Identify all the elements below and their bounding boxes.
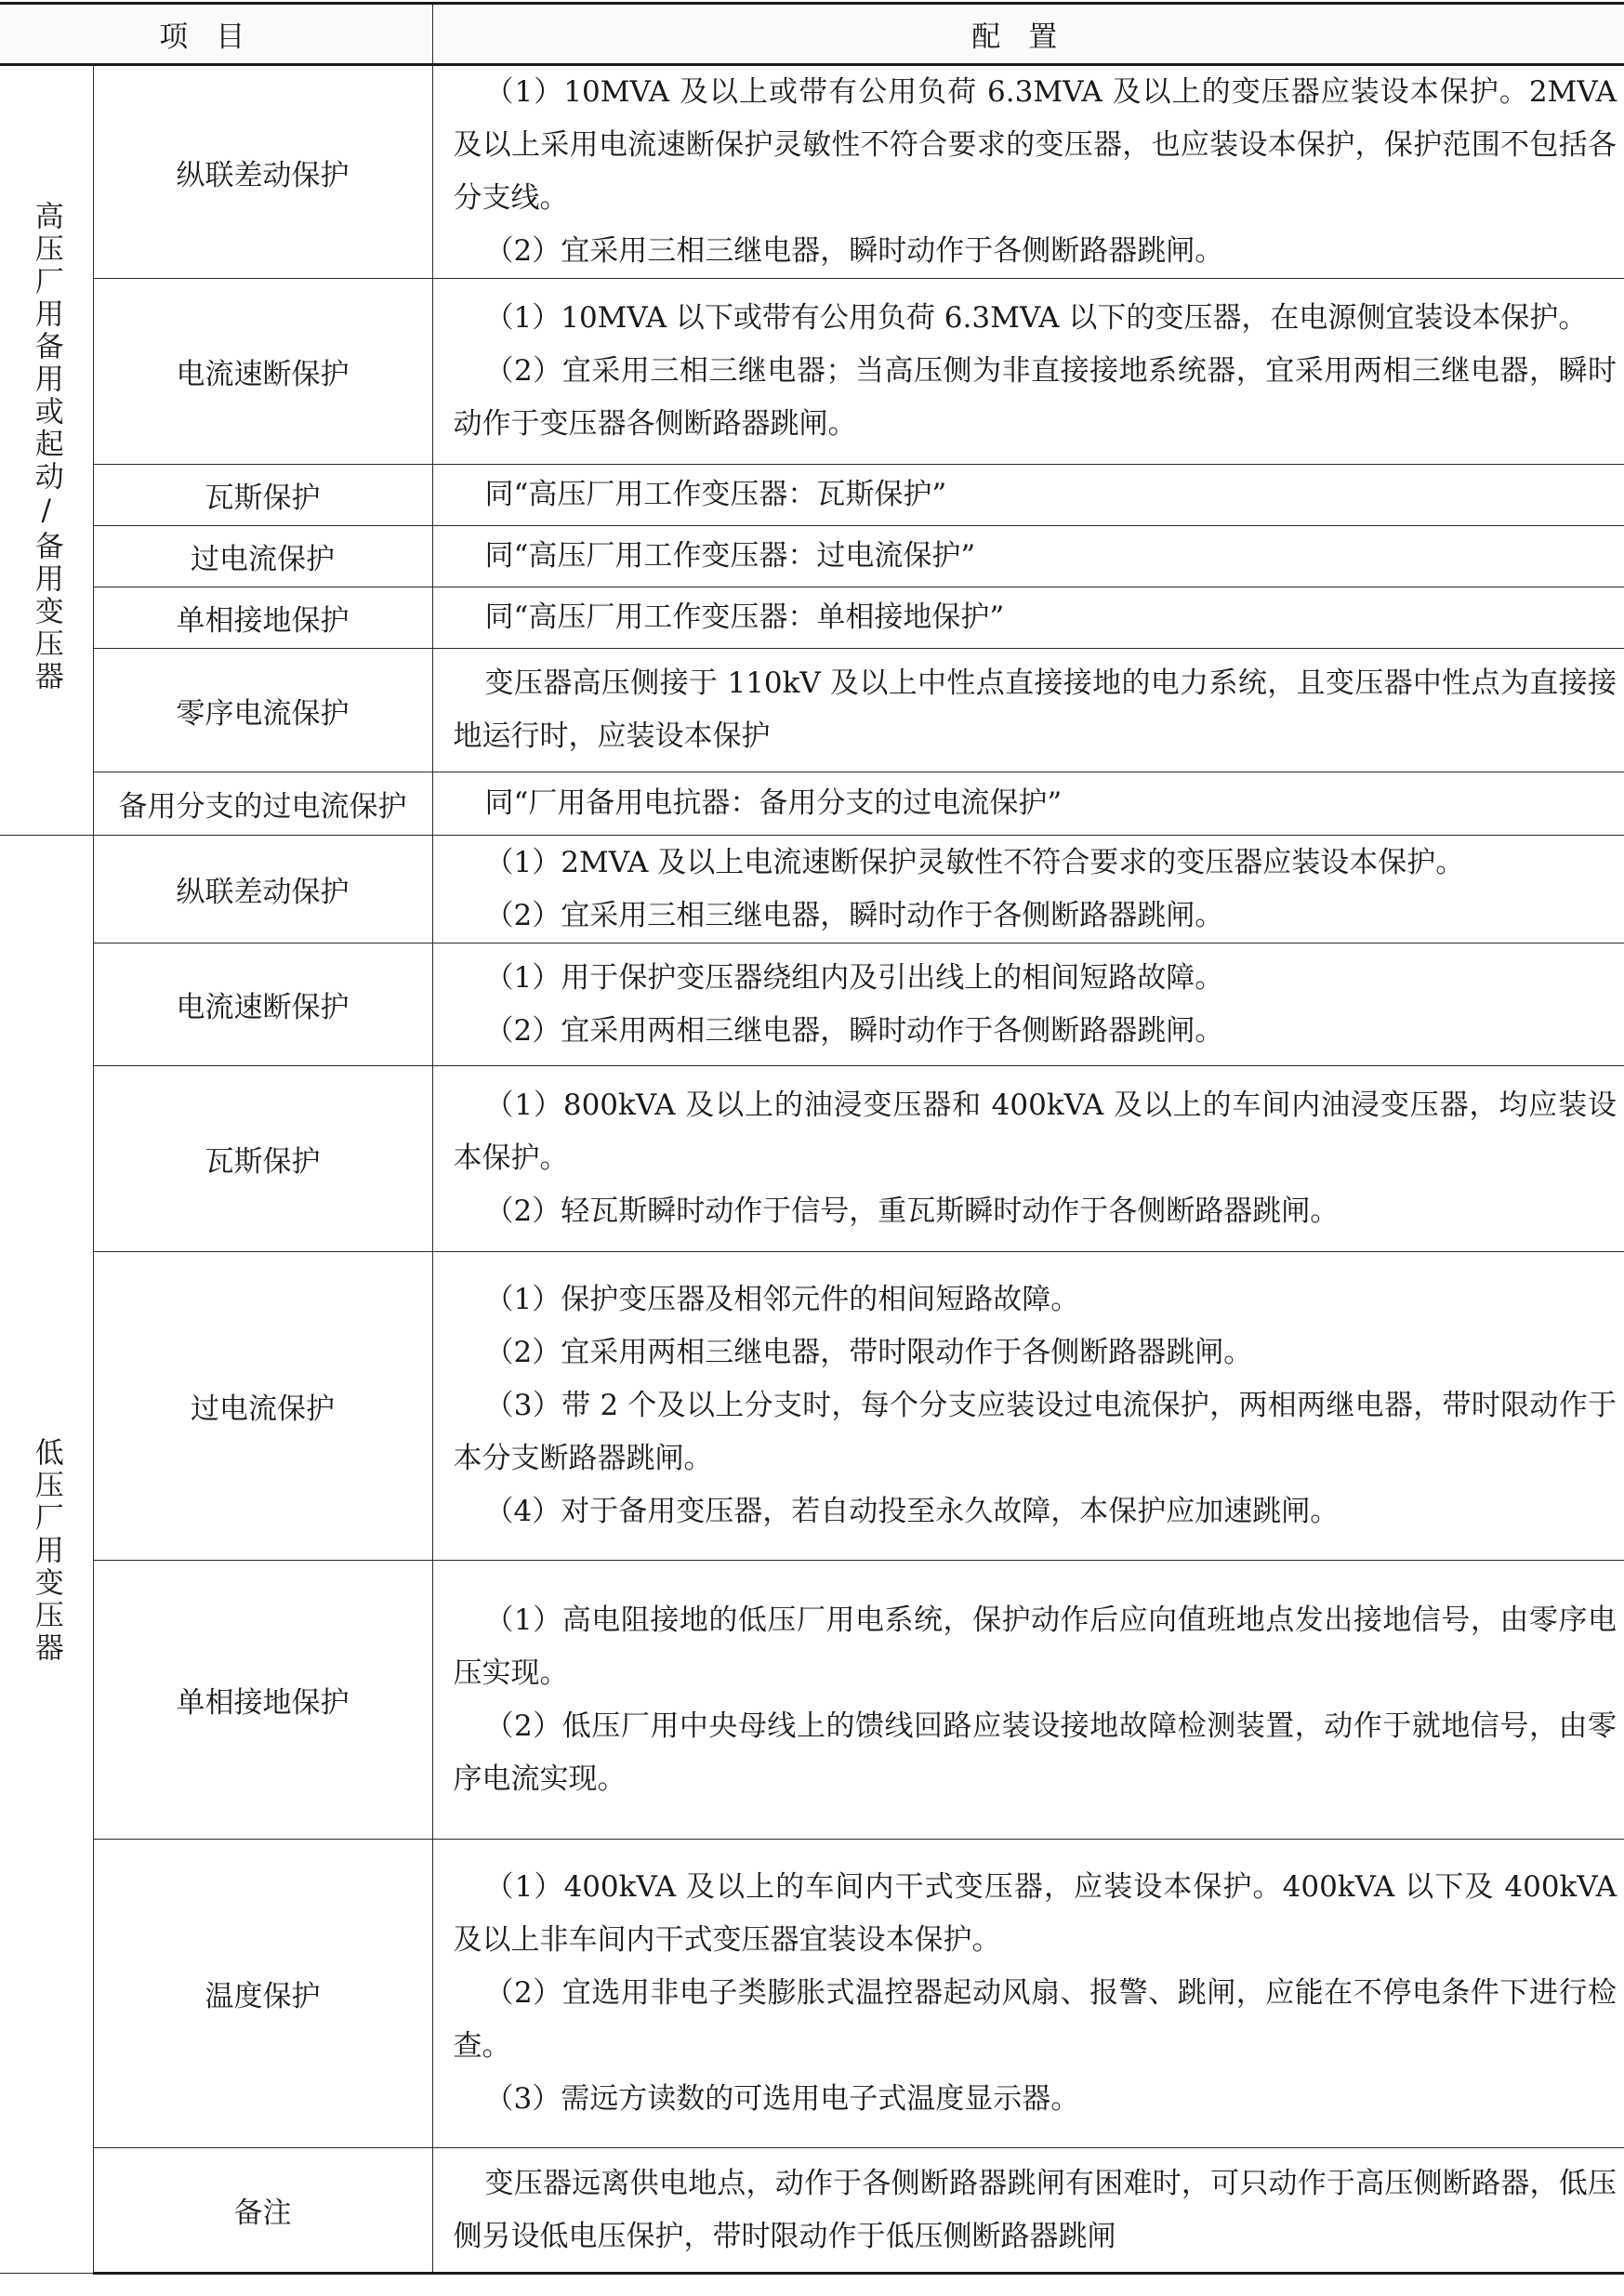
protection-name: 零序电流保护 — [93, 649, 432, 772]
config-line: （2）宜采用三相三继电器；当高压侧为非直接接地系统器，宜采用两相三继电器，瞬时动作于变压器各侧断路器跳闸。 — [453, 354, 1617, 441]
config-line: （1）10MVA 以下或带有公用负荷 6.3MVA 以下的变压器，在电源侧宜装设本保护。 — [484, 301, 1588, 335]
protection-name: 纵联差动保护 — [93, 836, 432, 943]
config-line: 变压器远离供电地点，动作于各侧断路器跳闸有困难时，可只动作于高压侧断路器，低压侧另设低电压保护，带时限动作于低压侧断路器跳闸 — [453, 2166, 1617, 2253]
config-line: （2）低压厂用中央母线上的馈线回路应装设接地故障检测装置，动作于就地信号，由零序电流实现。 — [453, 1709, 1617, 1796]
config-line: 同“高压厂用工作变压器：过电流保护” — [484, 539, 976, 573]
table-row — [0, 1066, 1624, 1252]
config-line: （1）400kVA 及以上的车间内干式变压器，应装设本保护。400kVA 以下及 400kVA 及以上非车间内干式变压器宜装设本保护。 — [453, 1870, 1617, 1957]
table-header-row — [0, 4, 1624, 65]
table-row — [0, 526, 1624, 587]
protection-name: 过电流保护 — [93, 526, 432, 587]
config-line: （2）轻瓦斯瞬时动作于信号，重瓦斯瞬时动作于各侧断路器跳闸。 — [484, 1194, 1340, 1228]
config-line: （3）带 2 个及以上分支时，每个分支应装设过电流保护，两相两继电器，带时限动作于本分支断路器跳闸。 — [453, 1389, 1617, 1475]
config-line: （1）800kVA 及以上的油浸变压器和 400kVA 及以上的车间内油浸变压器，均应装设本保护。 — [453, 1089, 1617, 1175]
protection-name: 单相接地保护 — [93, 1561, 432, 1840]
table-row — [0, 2148, 1624, 2274]
protection-name: 温度保护 — [93, 1840, 432, 2148]
table-row — [0, 943, 1624, 1066]
table-row — [0, 587, 1624, 649]
group-label: 低压厂用变压器 — [29, 1436, 63, 1665]
table-row — [0, 1561, 1624, 1840]
config-line: （2）宜采用两相三继电器，瞬时动作于各侧断路器跳闸。 — [484, 1013, 1224, 1048]
config-line: （1）10MVA 及以上或带有公用负荷 6.3MVA 及以上的变压器应装设本保护。2MVA 及以上采用电流速断保护灵敏性不符合要求的变压器，也应装设本保护，保护范围不包括各分支线。 — [453, 75, 1617, 215]
table-row — [0, 772, 1624, 836]
config-line: 同“高压厂用工作变压器：瓦斯保护” — [484, 478, 947, 511]
config-line: （2）宜采用三相三继电器，瞬时动作于各侧断路器跳闸。 — [484, 234, 1224, 268]
config-cell — [432, 649, 1624, 772]
config-line: 同“厂用备用电抗器：备用分支的过电流保护” — [484, 786, 1063, 820]
config-cell — [432, 1252, 1624, 1561]
protection-name: 备用分支的过电流保护 — [93, 772, 432, 836]
config-cell — [432, 65, 1624, 279]
config-cell — [432, 587, 1624, 649]
table-row — [0, 1252, 1624, 1561]
config-cell — [432, 943, 1624, 1066]
table-row — [0, 649, 1624, 772]
group-label: 高压厂用备用或起动/备用变压器 — [29, 200, 63, 693]
protection-name: 瓦斯保护 — [93, 1066, 432, 1252]
table-row — [0, 836, 1624, 943]
config-cell — [432, 465, 1624, 526]
protection-name: 瓦斯保护 — [93, 465, 432, 526]
config-line: （2）宜采用三相三继电器，瞬时动作于各侧断路器跳闸。 — [484, 898, 1224, 932]
config-line: （1）用于保护变压器绕组内及引出线上的相间短路故障。 — [484, 960, 1224, 995]
protection-name: 电流速断保护 — [93, 279, 432, 465]
config-cell — [432, 1840, 1624, 2148]
config-cell — [432, 1561, 1624, 1840]
group-label-cell — [0, 65, 93, 836]
config-cell — [432, 836, 1624, 943]
protection-name: 电流速断保护 — [93, 943, 432, 1066]
config-cell — [432, 2148, 1624, 2274]
config-cell — [432, 772, 1624, 836]
config-line: 同“高压厂用工作变压器：单相接地保护” — [484, 600, 1005, 634]
protection-name: 过电流保护 — [93, 1252, 432, 1561]
config-line: （3）需远方读数的可选用电子式温度显示器。 — [484, 2082, 1080, 2116]
config-line: （4）对于备用变压器，若自动投至永久故障，本保护应加速跳闸。 — [484, 1495, 1340, 1528]
config-line: （2）宜采用两相三继电器，带时限动作于各侧断路器跳闸。 — [484, 1336, 1253, 1369]
config-line: （1）高电阻接地的低压厂用电系统，保护动作后应向值班地点发出接地信号，由零序电压实现。 — [453, 1603, 1617, 1690]
config-line: 变压器高压侧接于 110kV 及以上中性点直接接地的电力系统，且变压器中性点为直接接地运行时，应装设本保护 — [453, 666, 1617, 753]
protection-config-table — [0, 2, 1624, 2275]
table-row — [0, 65, 1624, 279]
config-line: （1）2MVA 及以上电流速断保护灵敏性不符合要求的变压器应装设本保护。 — [484, 845, 1465, 879]
header-item: 项目 — [0, 4, 432, 65]
config-cell — [432, 1066, 1624, 1252]
config-line: （1）保护变压器及相邻元件的相间短路故障。 — [484, 1283, 1080, 1316]
table-row — [0, 1840, 1624, 2148]
config-line: （2）宜选用非电子类膨胀式温控器起动风扇、报警、跳闸，应能在不停电条件下进行检查。 — [453, 1976, 1617, 2063]
table-body — [0, 65, 1624, 2274]
protection-name: 纵联差动保护 — [93, 65, 432, 279]
config-cell — [432, 526, 1624, 587]
table-row — [0, 279, 1624, 465]
config-cell — [432, 279, 1624, 465]
protection-name: 备注 — [93, 2148, 432, 2274]
header-config: 配置 — [432, 4, 1624, 65]
protection-name: 单相接地保护 — [93, 587, 432, 649]
table-row — [0, 465, 1624, 526]
group-label-cell — [0, 836, 93, 2274]
